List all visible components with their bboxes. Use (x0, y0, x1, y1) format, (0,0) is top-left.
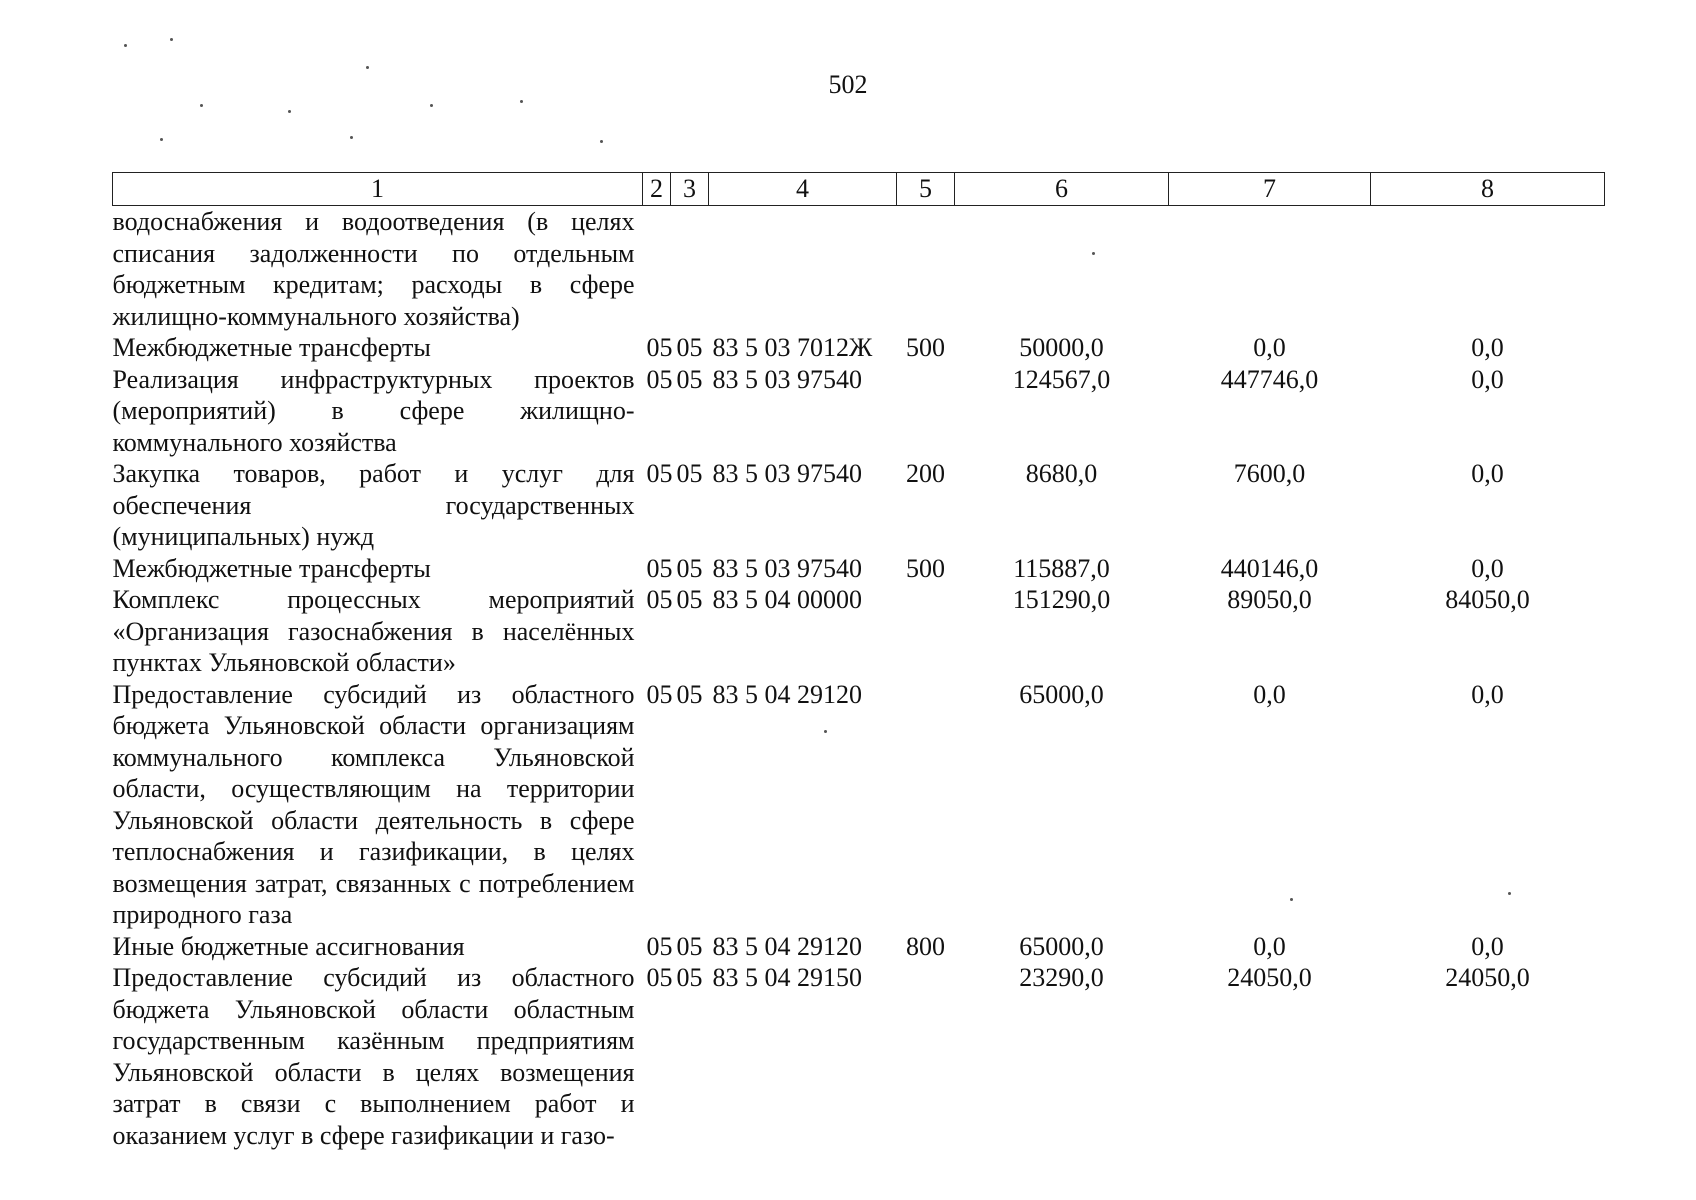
row-expense-type (897, 364, 955, 459)
row-section (643, 206, 671, 333)
scan-speck (288, 110, 291, 113)
scan-speck (200, 104, 203, 107)
row-section: 05 (646, 931, 673, 961)
row-target-code: 83 5 04 29120 (712, 931, 862, 961)
row-expense-type: 500 (906, 333, 945, 362)
row-target-code: 83 5 03 97540 (712, 459, 862, 488)
row-amount-col6: 124567,0 (1012, 364, 1111, 394)
row-name: Реализация инфраструктурных проектов (мероприятий) в сфере жилищно-коммунального хозяйства (112, 364, 635, 457)
header-row (113, 173, 1605, 206)
table-body (113, 206, 1605, 1152)
row-amount-col7 (1169, 206, 1371, 333)
scan-speck (430, 104, 433, 107)
row-target-code: 83 5 03 97540 (712, 364, 862, 394)
row-subsection: 05 (676, 364, 703, 394)
scan-speck (600, 140, 603, 143)
row-expense-type (897, 962, 955, 1151)
row-expense-type: 500 (906, 553, 945, 583)
row-name: Предоставление субсидий из областного бюджета Ульяновской области областным государственным казённым предприятиям Ульяновской области в целях возмещения затрат в связи с выполнением работ и оказанием услуг в сфере газификации и газо- (112, 963, 635, 1150)
row-target-code: 83 5 04 00000 (712, 585, 862, 614)
row-target-code: 83 5 03 7012Ж (712, 333, 873, 362)
row-expense-type (897, 584, 955, 679)
row-amount-col8 (1371, 206, 1605, 333)
row-amount-col6: 65000,0 (1019, 931, 1104, 961)
header-col-8: 8 (1371, 173, 1605, 206)
row-amount-col7: 89050,0 (1227, 585, 1312, 614)
row-subsection: 05 (676, 333, 703, 362)
row-subsection (671, 206, 709, 333)
row-section: 05 (646, 679, 673, 709)
row-name: Иные бюджетные ассигнования (112, 931, 465, 961)
table-row (113, 364, 1605, 459)
row-amount-col8: 0,0 (1471, 333, 1504, 362)
table-row (113, 584, 1605, 679)
row-amount-col6: 8680,0 (1025, 459, 1098, 488)
row-section: 05 (646, 553, 673, 583)
table-row (113, 679, 1605, 931)
row-name: Закупка товаров, работ и услуг для обеспечения государственных (муниципальных) нужд (112, 459, 635, 551)
row-section: 05 (646, 364, 673, 394)
row-target-code (709, 206, 897, 333)
header-col-2: 2 (643, 173, 671, 206)
row-amount-col6: 115887,0 (1013, 553, 1110, 583)
row-subsection: 05 (676, 963, 703, 992)
row-subsection: 05 (676, 679, 703, 709)
row-subsection: 05 (676, 553, 703, 583)
row-amount-col8: 24050,0 (1445, 963, 1530, 992)
header-col-4: 4 (709, 173, 897, 206)
row-name: Предоставление субсидий из областного бюджета Ульяновской области организациям коммунального комплекса Ульяновской области, осуществляющим на территории Ульяновской области деятельность в сфере теплоснабжения и газификации, в целях возмещения затрат, связанных с потреблением природного газа (112, 679, 635, 929)
row-name: Комплекс процессных мероприятий «Организация газоснабжения в населённых пунктах Ульяновской области» (112, 585, 635, 677)
scan-speck (170, 38, 173, 41)
row-subsection: 05 (676, 931, 703, 961)
table-row (113, 332, 1605, 364)
row-name: водоснабжения и водоотведения (в целях списания задолженности по отдельным бюджетным кредитам; расходы в сфере жилищно-коммунального хозяйства) (112, 207, 635, 331)
row-amount-col7: 0,0 (1253, 333, 1286, 362)
row-amount-col7: 447746,0 (1220, 364, 1319, 394)
row-amount-col6: 151290,0 (1012, 585, 1111, 614)
row-target-code: 83 5 04 29120 (712, 679, 862, 709)
row-section: 05 (646, 963, 673, 992)
row-amount-col6: 65000,0 (1019, 679, 1104, 709)
row-expense-type: 200 (906, 459, 945, 488)
row-name: Межбюджетные трансферты (112, 333, 431, 362)
scan-speck (366, 66, 369, 69)
page-number: 502 (828, 70, 868, 99)
header-col-3: 3 (671, 173, 709, 206)
table-row (113, 458, 1605, 553)
row-amount-col7: 24050,0 (1227, 963, 1312, 992)
row-amount-col8: 0,0 (1471, 679, 1504, 709)
row-amount-col6 (955, 206, 1169, 333)
row-amount-col7: 440146,0 (1220, 553, 1319, 583)
header-col-5: 5 (897, 173, 955, 206)
budget-table (112, 172, 1605, 1151)
table-row (113, 206, 1605, 333)
header-col-1: 1 (113, 173, 643, 206)
row-amount-col8: 0,0 (1471, 459, 1504, 488)
header-col-6: 6 (955, 173, 1169, 206)
row-section: 05 (646, 333, 673, 362)
row-amount-col8: 0,0 (1471, 931, 1504, 961)
row-amount-col8: 0,0 (1471, 364, 1504, 394)
table-header (113, 173, 1605, 206)
scan-speck (350, 136, 353, 139)
row-amount-col8: 0,0 (1471, 553, 1504, 583)
row-subsection: 05 (676, 585, 703, 614)
row-target-code: 83 5 04 29150 (712, 963, 862, 992)
row-subsection: 05 (676, 459, 703, 488)
row-expense-type (897, 206, 955, 333)
row-section: 05 (646, 585, 673, 614)
scan-speck (520, 100, 523, 103)
row-amount-col6: 23290,0 (1019, 963, 1104, 992)
row-name: Межбюджетные трансферты (112, 553, 431, 583)
row-amount-col8: 84050,0 (1445, 585, 1530, 614)
row-amount-col7: 7600,0 (1233, 459, 1306, 488)
scan-speck (160, 138, 163, 141)
table-row (113, 553, 1605, 585)
row-expense-type: 800 (906, 931, 945, 961)
table-row (113, 962, 1605, 1151)
row-expense-type (897, 679, 955, 931)
row-target-code: 83 5 03 97540 (712, 553, 862, 583)
table-row (113, 931, 1605, 963)
row-section: 05 (646, 459, 673, 488)
budget-table-container (112, 172, 1604, 1151)
header-col-7: 7 (1169, 173, 1371, 206)
row-amount-col6: 50000,0 (1019, 333, 1104, 362)
scan-speck (124, 44, 127, 47)
row-amount-col7: 0,0 (1253, 931, 1286, 961)
row-amount-col7: 0,0 (1253, 679, 1286, 709)
